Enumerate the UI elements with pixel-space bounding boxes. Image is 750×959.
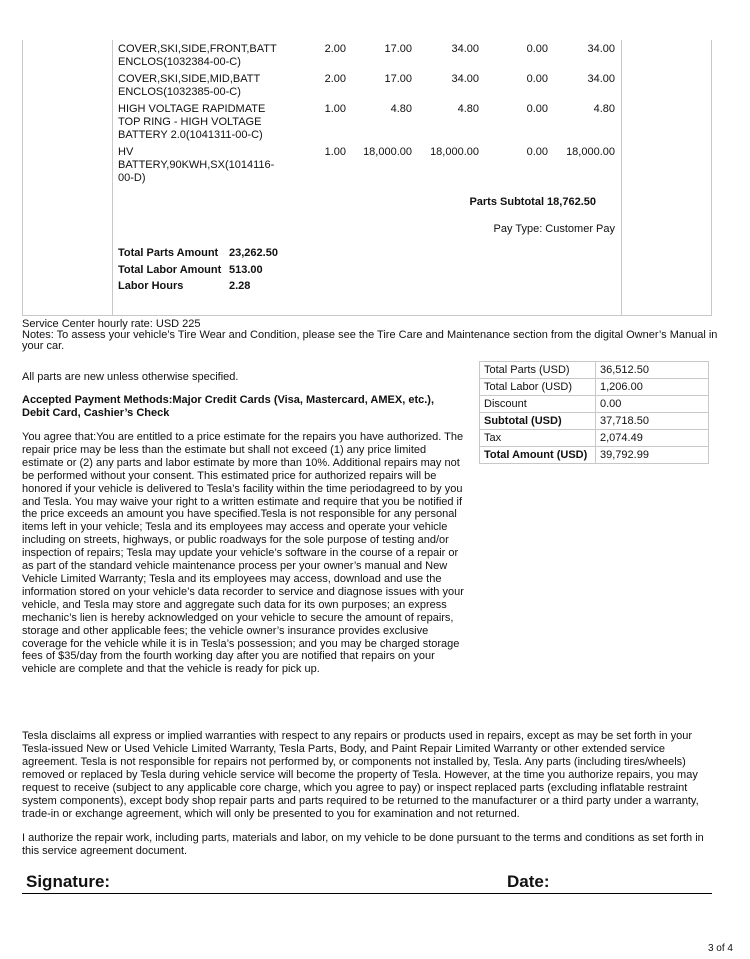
discount-label: Discount: [480, 396, 596, 413]
part-net: 18,000.00: [566, 146, 615, 158]
part-qty: 2.00: [324, 43, 346, 55]
total-parts-amount-value: 23,262.50: [229, 247, 278, 259]
pay-type: Pay Type: Customer Pay: [493, 223, 615, 235]
table-row: [480, 430, 709, 447]
total-labor-amount-label: Total Labor Amount: [118, 264, 222, 276]
notes: Notes: To assess your vehicle’s Tire Wear and Condition, please see the Tire Care and Maintenance section from the digital Owner’s Manual in your car.: [22, 329, 718, 352]
part-total: 4.80: [457, 103, 479, 115]
agreement-text: You agree that:You are entitled to a price estimate for the repairs you have authorized. The repair price may be less than the estimate but shall not exceed (1) any price limited estimate or (2) any parts and labor estimate by more than 10%. Additional repairs may not be performed without your consent. This estimated price for authorized repairs will be honored if your vehicle is delivered to Tesla’s facility within the time periodagreed to by you and Tesla. You may waive your right to a written estimate and require that you be notified if the price exceeds an amount you have specified.Tesla is not responsible for any personal items left in your vehicle; Tesla and its employees may access and operate your vehicle including on streets, highways, or public roadways for the sole purpose of testing and/or inspection of repairs; Tesla may update your vehicle’s software in the course of a repair or as part of the standard vehicle maintenance process per your owner’s manual and New Vehicle Limited Warranty; Tesla and its employees may access, download and use the information stored on your vehicle’s data recorder to service and diagnose issues with your vehicle, and Tesla may store and aggregate such data for its own purposes; an express mechanic’s lien is hereby acknowledged on your vehicle to secure the amount of repairs, storage and other applicable fees; the vehicle owner’s insurance provides exclusive coverage for the vehicle while it is in Tesla’s possession; and you may be charged storage fees of $35/day from the fourth working day after you are notified that repairs on your vehicle are complete and that the vehicle is ready for pick up.: [22, 431, 464, 676]
page-number: 3 of 4: [707, 943, 733, 954]
part-qty: 1.00: [324, 146, 346, 158]
signature-line: [22, 893, 712, 894]
disclaimer-text: Tesla disclaims all express or implied warranties with respect to any repairs or products used in repairs, except as may be set forth in your Tesla-issued New or Used Vehicle Limited Warranty, Tesla Parts, Body, and Paint Repair Limited Warranty or other extended service agreement. Tesla is not responsible for repairs not performed by, or components not installed by, Tesla. Any parts (including tires/wheels) removed or replaced by Tesla during vehicle service will become the property of Tesla. However, at the time you authorize repairs, you may request to receive (subject to any applicable core charge, which you agree to pay) or inspect replaced parts (excluding inflatable restraint system components), except body shop repair parts and parts required to be returned to the manufacturer or a third party under a warranty, trade-in or exchange agreement, which will only be presented to you for examination and not returned.: [22, 730, 699, 820]
table-row: [480, 362, 709, 379]
part-description: HIGH VOLTAGE RAPIDMATE TOP RING - HIGH VOLTAGE BATTERY 2.0(1041311-00-C): [118, 103, 266, 141]
part-total: 34.00: [451, 73, 479, 85]
part-net: 34.00: [587, 43, 615, 55]
part-total: 18,000.00: [430, 146, 479, 158]
subtotal-value: 37,718.50: [596, 413, 709, 430]
total-parts-label: Total Parts (USD): [480, 362, 596, 379]
part-discount: 0.00: [526, 73, 548, 85]
part-description: COVER,SKI,SIDE,MID,BATT ENCLOS(1032385-00-C): [118, 73, 261, 98]
table-divider-desc: [112, 40, 113, 315]
authorization-text: I authorize the repair work, including parts, materials and labor, on my vehicle to be done pursuant to the terms and conditions as set forth in this service agreement document.: [22, 832, 704, 857]
table-row: [480, 413, 709, 430]
part-qty: 1.00: [324, 103, 346, 115]
discount-value: 0.00: [596, 396, 709, 413]
part-unit-price: 18,000.00: [363, 146, 412, 158]
total-amount-label: Total Amount (USD): [480, 447, 596, 464]
table-row: [480, 396, 709, 413]
table-divider-right: [621, 40, 622, 315]
part-unit-price: 17.00: [384, 43, 412, 55]
date-label: Date:: [507, 872, 550, 891]
tax-label: Tax: [480, 430, 596, 447]
table-border-bottom: [22, 315, 712, 316]
total-parts-value: 36,512.50: [596, 362, 709, 379]
part-net: 34.00: [587, 73, 615, 85]
part-description: HV BATTERY,90KWH,SX(1014116- 00-D): [118, 146, 275, 184]
part-discount: 0.00: [526, 146, 548, 158]
total-labor-amount-value: 513.00: [229, 264, 263, 276]
part-discount: 0.00: [526, 43, 548, 55]
labor-hours-value: 2.28: [229, 280, 251, 292]
signature-label: Signature:: [26, 872, 111, 891]
total-amount-value: 39,792.99: [596, 447, 709, 464]
total-parts-amount-label: Total Parts Amount: [118, 247, 219, 259]
labor-hours-label: Labor Hours: [118, 280, 184, 292]
part-qty: 2.00: [324, 73, 346, 85]
payment-methods: Accepted Payment Methods:Major Credit Cards (Visa, Mastercard, AMEX, etc.), Debit Card, Cashier’s Check: [22, 394, 435, 419]
total-labor-value: 1,206.00: [596, 379, 709, 396]
table-row: [480, 447, 709, 464]
new-parts-note: All parts are new unless otherwise specified.: [22, 371, 239, 383]
parts-subtotal: Parts Subtotal 18,762.50: [469, 196, 596, 208]
part-total: 34.00: [451, 43, 479, 55]
part-unit-price: 17.00: [384, 73, 412, 85]
part-discount: 0.00: [526, 103, 548, 115]
tax-value: 2,074.49: [596, 430, 709, 447]
totals-table: [479, 361, 709, 464]
total-labor-label: Total Labor (USD): [480, 379, 596, 396]
part-net: 4.80: [593, 103, 615, 115]
hourly-rate: Service Center hourly rate: USD 225: [22, 318, 201, 330]
part-unit-price: 4.80: [390, 103, 412, 115]
table-row: [480, 379, 709, 396]
table-border-right: [711, 40, 712, 315]
subtotal-label: Subtotal (USD): [480, 413, 596, 430]
part-description: COVER,SKI,SIDE,FRONT,BATT ENCLOS(1032384-00-C): [118, 43, 277, 68]
table-border-left: [22, 40, 23, 315]
